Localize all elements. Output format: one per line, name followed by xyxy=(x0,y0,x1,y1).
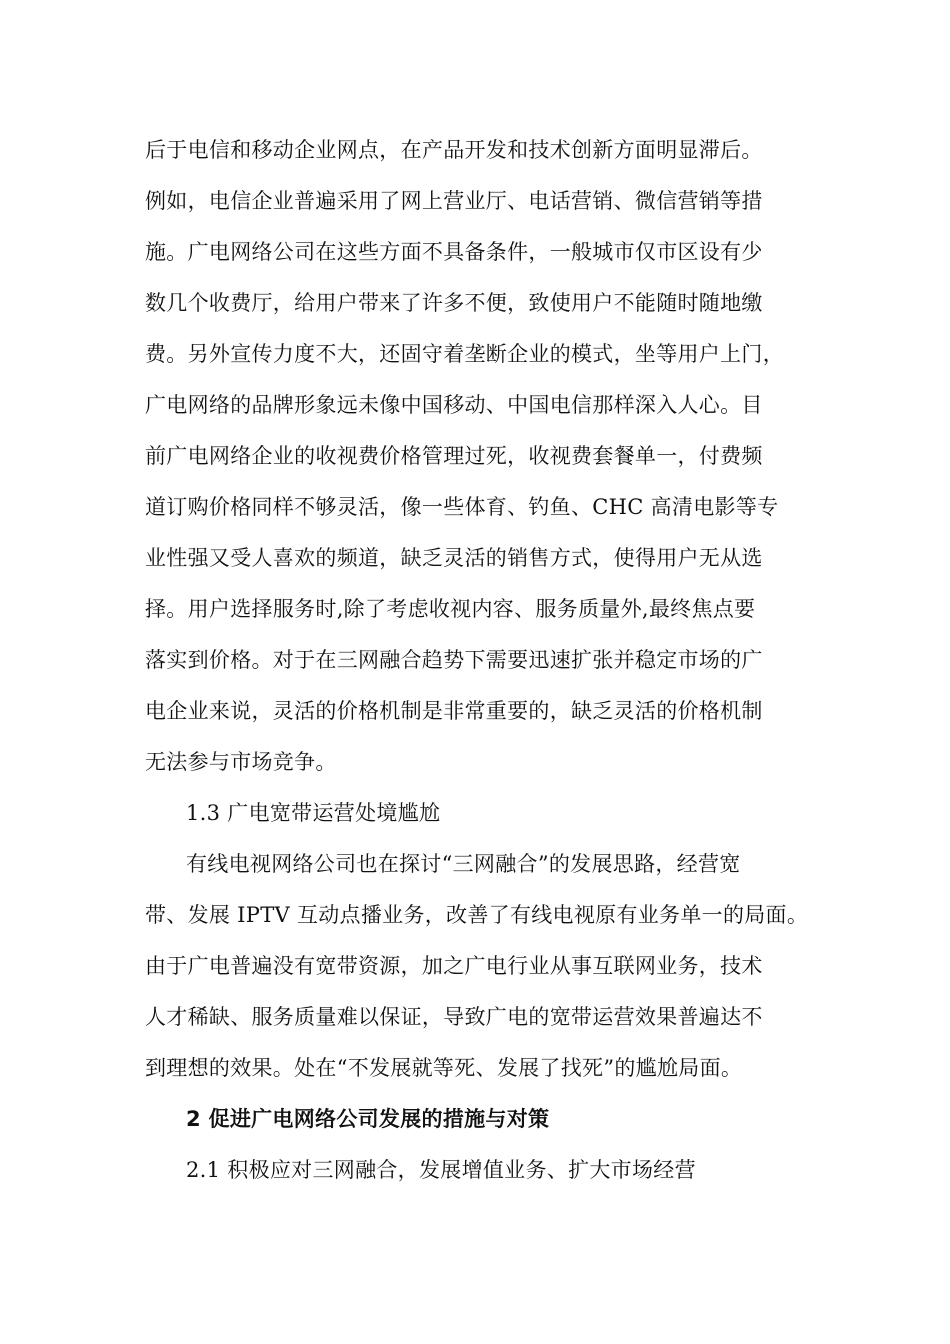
paragraph-line: 落实到价格。对于在三网融合趋势下需要迅速扩张并稳定市场的广 xyxy=(145,648,763,672)
paragraph-line: 人才稀缺、服务质量难以保证，导致广电的宽带运营效果普遍达不 xyxy=(145,1005,763,1029)
paragraph-line: 由于广电普遍没有宽带资源，加之广电行业从事互联网业务，技术 xyxy=(145,954,763,978)
section-heading-2: 2 促进广电网络公司发展的措施与对策 xyxy=(186,1107,550,1131)
paragraph-line: 施。广电网络公司在这些方面不具备条件，一般城市仅市区设有少 xyxy=(145,240,763,264)
paragraph-line: 择。用户选择服务时,除了考虑收视内容、服务质量外,最终焦点要 xyxy=(145,597,756,621)
paragraph-line: 带、发展 IPTV 互动点播业务，改善了有线电视原有业务单一的局面。 xyxy=(145,903,809,927)
paragraph-line: 道订购价格同样不够灵活，像一些体育、钓鱼、CHC 高清电影等专 xyxy=(145,495,779,519)
paragraph-line: 无法参与市场竞争。 xyxy=(145,750,337,774)
paragraph-line: 到理想的效果。处在“不发展就等死、发展了找死”的尴尬局面。 xyxy=(145,1056,743,1080)
section-heading-2-1: 2.1 积极应对三网融合，发展增值业务、扩大市场经营 xyxy=(186,1158,696,1182)
paragraph-line: 前广电网络企业的收视费价格管理过死，收视费套餐单一，付费频 xyxy=(145,444,763,468)
paragraph-line: 费。另外宣传力度不大，还固守着垄断企业的模式，坐等用户上门， xyxy=(145,342,784,366)
paragraph-line: 广电网络的品牌形象远未像中国移动、中国电信那样深入人心。目 xyxy=(145,393,763,417)
paragraph-line: 例如，电信企业普遍采用了网上营业厅、电话营销、微信营销等措 xyxy=(145,189,763,213)
paragraph-line: 有线电视网络公司也在探讨“三网融合”的发展思路，经营宽 xyxy=(186,852,741,876)
paragraph-line: 后于电信和移动企业网点，在产品开发和技术创新方面明显滞后。 xyxy=(145,138,763,162)
paragraph-line: 业性强又受人喜欢的频道，缺乏灵活的销售方式，使得用户无从选 xyxy=(145,546,763,570)
paragraph-line: 数几个收费厅，给用户带来了许多不便，致使用户不能随时随地缴 xyxy=(145,291,763,315)
section-heading-1-3: 1.3 广电宽带运营处境尴尬 xyxy=(186,801,441,825)
paragraph-line: 电企业来说，灵活的价格机制是非常重要的，缺乏灵活的价格机制 xyxy=(145,699,763,723)
